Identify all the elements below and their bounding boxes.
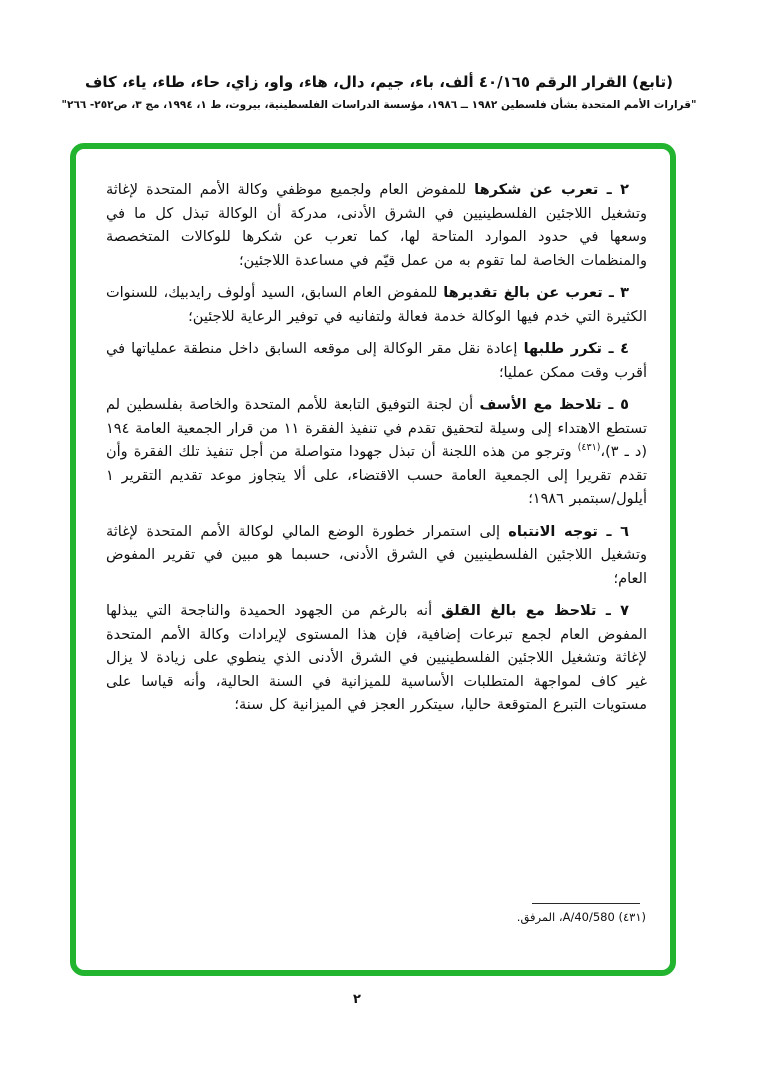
paragraph-number: ٣ ـ [602, 285, 630, 301]
paragraph-7 [106, 600, 647, 718]
content-frame [70, 143, 676, 976]
paragraph-number: ٤ ـ [601, 341, 629, 357]
header-source-line: "قرارات الأمم المتحدة بشأن فلسطين ١٩٨٢ ــ ١٩٨٦، مؤسسة الدراسات الفلسطينية، بيروت، ط ١، ١٩٩٤، مج ٣، ص٢٥٢- ٢٦٦" [61, 99, 697, 111]
paragraph-lead: تلاحظ مع الأسف [479, 397, 602, 413]
footnote-area [106, 903, 646, 924]
paragraph-lead: تلاحظ مع بالغ القلق [441, 603, 597, 619]
paragraph-text: أن لجنة التوفيق التابعة للأمم المتحدة والخاصة بفلسطين لم تستطع الاهتداء إلى وسيلة لتحقيق تقدم في تنفيذ الفقرة ١١ من قرار الجمعية العامة ١٩٤ (د ـ ٣)، [106, 397, 647, 460]
paragraph-number: ٥ ـ [601, 397, 629, 413]
paragraph-5 [106, 394, 647, 512]
document-header [0, 72, 758, 112]
paragraph-lead: تعرب عن بالغ تقديرها [443, 285, 603, 301]
paragraph-number: ٦ ـ [597, 523, 629, 540]
paragraph-number: ٧ ـ [596, 603, 629, 619]
paragraph-lead: تكرر طلبها [523, 341, 602, 357]
paragraph-text: إلى استمرار خطورة الوضع المالي لوكالة الأمم المتحدة لإغاثة وتشغيل اللاجئين الفلسطينيين في الشرق الأدنى، حسبما هو مبين في تقرير المفوض العام؛ [106, 523, 647, 587]
footnote-text: A/40/580، المرفق. [516, 910, 619, 924]
paragraph-number: ٢ ـ [598, 182, 629, 198]
paragraph-6 [106, 521, 647, 592]
paragraph-text: أنه بالرغم من الجهود الحميدة والناجحة التي يبذلها المفوض العام لجمع تبرعات إضافية، فإن هذا المستوى لإيرادات وكالة الأمم المتحدة لإغاثة وتشغيل اللاجئين الفلسطينيين في الشرق الأدنى الذي ينطوي على زيادة لا يزال غير كاف لمواجهة المتطلبات الأساسية للميزانية في السنة الحالية، وأنه قياسا على مستويات التبرع المتوقعة حاليا، سيتكرر العجز في الميزانية كل سنة؛ [106, 603, 647, 713]
paragraph-text: إعادة نقل مقر الوكالة إلى موقعه السابق داخل منطقة عملياتها في أقرب وقت ممكن عمليا؛ [106, 341, 647, 381]
footnote [106, 903, 646, 924]
paragraph-4 [106, 338, 647, 385]
paragraph-3 [106, 282, 647, 329]
footnote-reference-marker: (٤٣١) [577, 442, 601, 454]
paragraph-text: للمفوض العام ولجميع موظفي وكالة الأمم المتحدة لإغاثة وتشغيل اللاجئين الفلسطينيين في الشرق الأدنى، مدركة أن الوكالة تبذل كل ما في وسعها في حدود الموارد المتاحة لها، كما تعرب عن شكرها للوكالات المتخصصة والمنظمات الخاصة لما تقوم به من عمل قيّم في مساعدة اللاجئين؛ [106, 182, 647, 269]
footnote-divider [532, 903, 640, 904]
paragraph-2 [106, 179, 647, 273]
paragraph-lead: تعرب عن شكرها [474, 182, 599, 198]
footnote-number: (٤٣١) [618, 910, 646, 924]
paragraph-text-continued: وترجو من هذه اللجنة أن تبذل جهودا متواصلة من أجل تنفيذ تلك الفقرة وأن تقدم تقريرا إلى الجمعية العامة حسب الاقتضاء، على ألا يتجاوز موعد تقديم التقرير ١ أيلول/سبتمبر ١٩٨٦؛ [106, 444, 647, 507]
paragraph-lead: توجه الانتباه [508, 523, 598, 540]
page-number: ٢ [353, 992, 361, 1007]
header-title: (تابع) القرار الرقم ٤٠/١٦٥ ألف، باء، جيم، دال، هاء، واو، زاي، حاء، طاء، ياء، كاف [85, 73, 673, 91]
paragraph-text: للمفوض العام السابق، السيد أولوف رايدبيك، للسنوات الكثيرة التي خدم فيها الوكالة خدمة فعالة ولتفانيه في توفير الرعاية للاجئين؛ [106, 285, 647, 325]
